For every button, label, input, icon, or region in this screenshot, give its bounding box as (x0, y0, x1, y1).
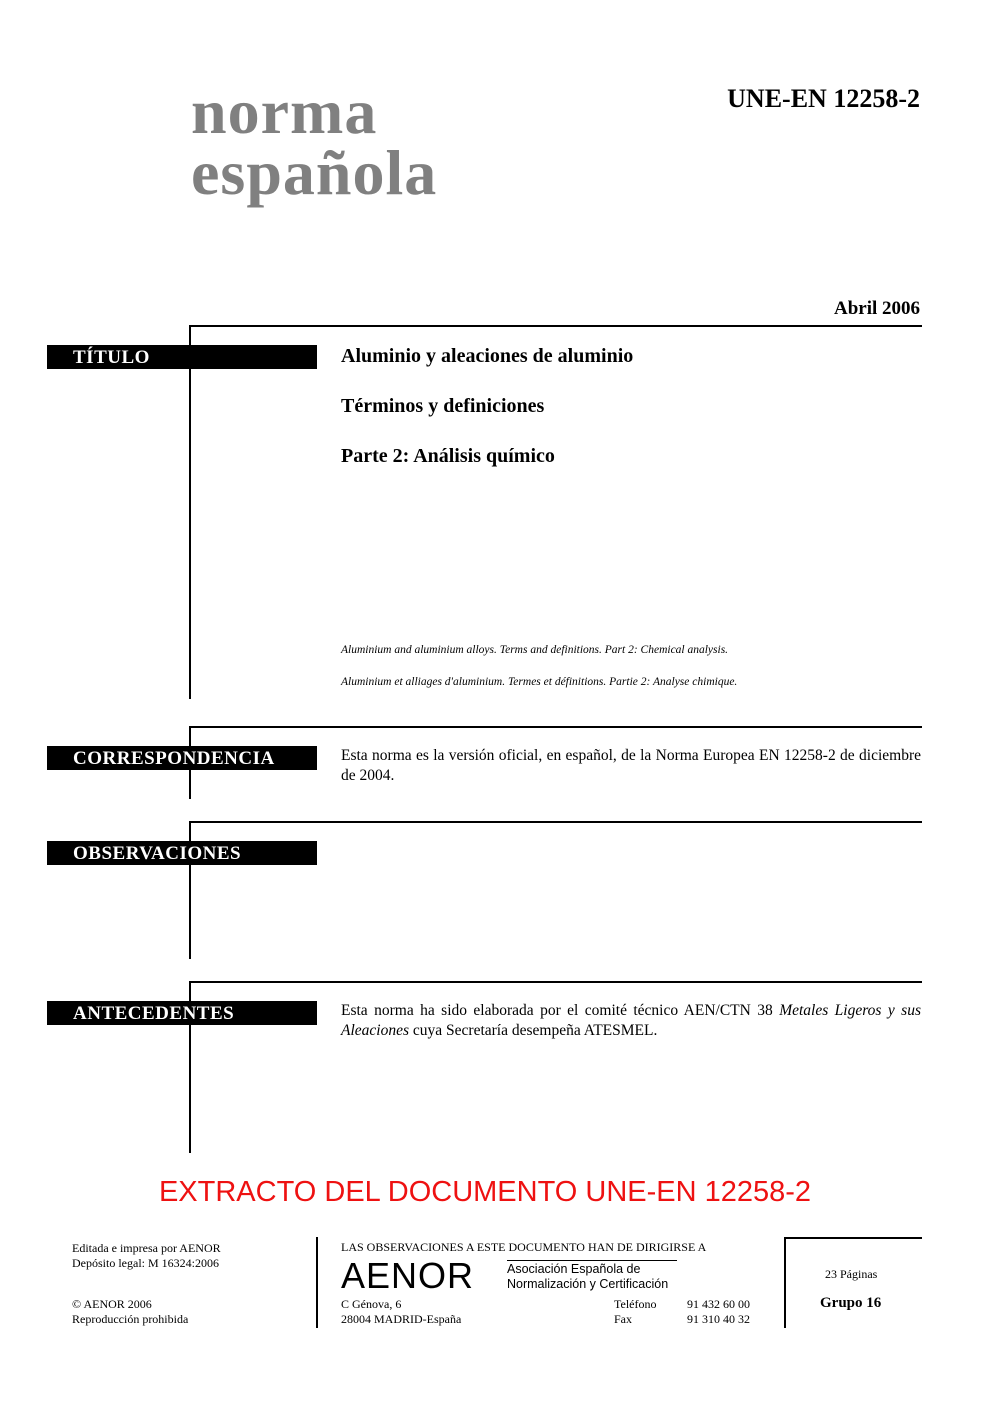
antecedentes-top-rule (189, 981, 922, 983)
correspondencia-top-rule (189, 726, 922, 728)
footer-address-line1: C Génova, 6 (341, 1297, 402, 1311)
aenor-logo: AENOR (341, 1255, 475, 1296)
footer-box-side-rule (784, 1237, 786, 1328)
antecedentes-text (341, 1001, 921, 1041)
footer-box-top-rule (784, 1237, 922, 1239)
title-line-2: Términos y definiciones (341, 395, 545, 417)
footer-pages: 23 Páginas (825, 1267, 878, 1281)
footer-reproduction: Reproducción prohibida (72, 1312, 189, 1326)
brand-title-line2: española (191, 137, 438, 208)
aenor-org-line1: Asociación Española de (507, 1262, 641, 1276)
aenor-org-line2: Normalización y Certificación (507, 1277, 669, 1291)
titulo-side-rule (189, 325, 191, 699)
brand-title-line1: norma (191, 76, 378, 147)
antecedentes-text-italic: Metales Ligeros y sus Aleaciones (341, 1002, 921, 1039)
title-line-3: Parte 2: Análisis químico (341, 445, 555, 467)
footer-observations: LAS OBSERVACIONES A ESTE DOCUMENTO HAN DE DIRIGIRSE A (341, 1240, 707, 1254)
antecedentes-text-b: cuya Secretaría desempeña ATESMEL. (409, 1022, 658, 1039)
english-title: Aluminium and aluminium alloys. Terms and definitions. Part 2: Chemical analysis. (341, 644, 729, 656)
titulo-top-rule (189, 325, 922, 327)
footer-address (341, 1297, 461, 1327)
standard-code: UNE-EN 12258-2 (727, 84, 920, 113)
footer-divider-left (316, 1237, 318, 1328)
observaciones-top-rule (189, 821, 922, 823)
correspondencia-label: CORRESPONDENCIA (47, 746, 317, 770)
footer-copyright: © AENOR 2006 (72, 1297, 152, 1311)
titulo-label: TÍTULO (47, 345, 317, 369)
aenor-organization (507, 1262, 668, 1292)
footer-phone: 91 432 60 00 (687, 1297, 750, 1311)
observaciones-label: OBSERVACIONES (47, 841, 317, 865)
antecedentes-text-a: Esta norma ha sido elaborada por el comité técnico AEN/CTN 38 (341, 1002, 780, 1019)
footer-rights (72, 1297, 188, 1327)
publication-date: Abril 2006 (833, 298, 920, 319)
footer-fax-label: Fax (614, 1312, 632, 1326)
footer-contact-labels (614, 1297, 656, 1327)
antecedentes-label: ANTECEDENTES (47, 1001, 317, 1025)
aenor-logo-rule (507, 1260, 677, 1261)
footer-group: Grupo 16 (820, 1295, 882, 1311)
footer-edition (72, 1241, 221, 1271)
french-title: Aluminium et alliages d'aluminium. Termes et définitions. Partie 2: Analyse chimique. (341, 676, 738, 688)
footer-deposit: Depósito legal: M 16324:2006 (72, 1256, 219, 1270)
footer-fax: 91 310 40 32 (687, 1312, 750, 1326)
title-line-1: Aluminio y aleaciones de aluminio (341, 345, 634, 367)
footer-address-line2: 28004 MADRID-España (341, 1312, 462, 1326)
extract-banner: EXTRACTO DEL DOCUMENTO UNE-EN 12258-2 (158, 1176, 812, 1208)
correspondencia-text: Esta norma es la versión oficial, en español, de la Norma Europea EN 12258-2 de diciembre de 2004. (341, 747, 921, 784)
footer-phone-label: Teléfono (614, 1297, 657, 1311)
footer-edited: Editada e impresa por AENOR (72, 1241, 221, 1255)
footer-contact-values (687, 1297, 750, 1327)
